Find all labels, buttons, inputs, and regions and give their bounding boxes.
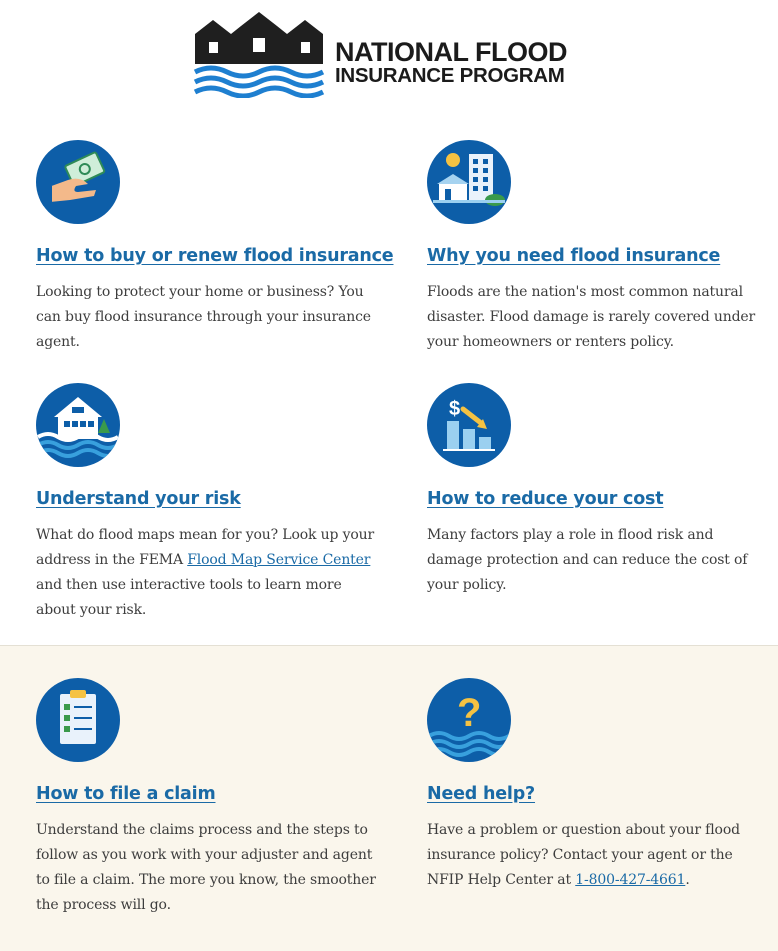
flood-map-service-center-link[interactable]: Flood Map Service Center [187, 552, 371, 568]
need-help-desc-after: . [685, 872, 690, 888]
understand-risk-desc-before: What do flood maps mean for you? Look up your address in the FEMA [36, 527, 375, 568]
buy-renew-desc: Looking to protect your home or business? You can buy flood insurance through your insurance agent. [36, 284, 371, 350]
file-claim-desc: Understand the claims process and the steps to follow as you work with your adjuster and agent to file a claim. The more you know, the smoother the process will go. [36, 822, 376, 913]
card-reduce-cost [427, 383, 772, 598]
card-understand-risk [36, 383, 381, 623]
header [0, 0, 778, 115]
svg-text:?: ? [457, 691, 482, 735]
logo-line-2: INSURANCE PROGRAM [335, 64, 565, 87]
reduce-cost-desc: Many factors play a role in flood risk and damage protection and can reduce the cost of your policy. [427, 527, 748, 593]
house-building-icon [427, 140, 511, 224]
need-help-desc-before: Have a problem or question about your flood insurance policy? Contact your agent or the NFIP Help Center at [427, 822, 740, 888]
file-claim-link[interactable]: How to file a claim [36, 784, 216, 804]
clipboard-icon [36, 678, 120, 762]
card-file-claim [36, 678, 381, 918]
understand-risk-desc [36, 523, 381, 623]
why-need-desc: Floods are the nation's most common natural disaster. Flood damage is rarely covered under your homeowners or renters policy. [427, 284, 756, 350]
card-need-help [427, 678, 772, 893]
understand-risk-desc-after: and then use interactive tools to learn more about your risk. [36, 577, 342, 618]
reduce-cost-link[interactable]: How to reduce your cost [427, 489, 664, 509]
nfip-logo[interactable] [193, 12, 567, 98]
logo-line-1: NATIONAL FLOOD [335, 37, 567, 67]
houses-waves-icon [193, 12, 325, 98]
understand-risk-link[interactable]: Understand your risk [36, 489, 241, 509]
why-need-link[interactable]: Why you need flood insurance [427, 246, 721, 266]
hand-money-icon [36, 140, 120, 224]
card-buy-renew [36, 140, 394, 355]
help-phone-link[interactable]: 1-800-427-4661 [575, 872, 686, 888]
need-help-link[interactable]: Need help? [427, 784, 536, 804]
cost-chart-icon [427, 383, 511, 467]
flooded-house-icon [36, 383, 120, 467]
need-help-desc [427, 818, 772, 893]
buy-renew-link[interactable]: How to buy or renew flood insurance [36, 246, 394, 266]
card-why-need [427, 140, 772, 355]
svg-text:$: $ [449, 398, 461, 420]
question-icon [427, 678, 511, 762]
